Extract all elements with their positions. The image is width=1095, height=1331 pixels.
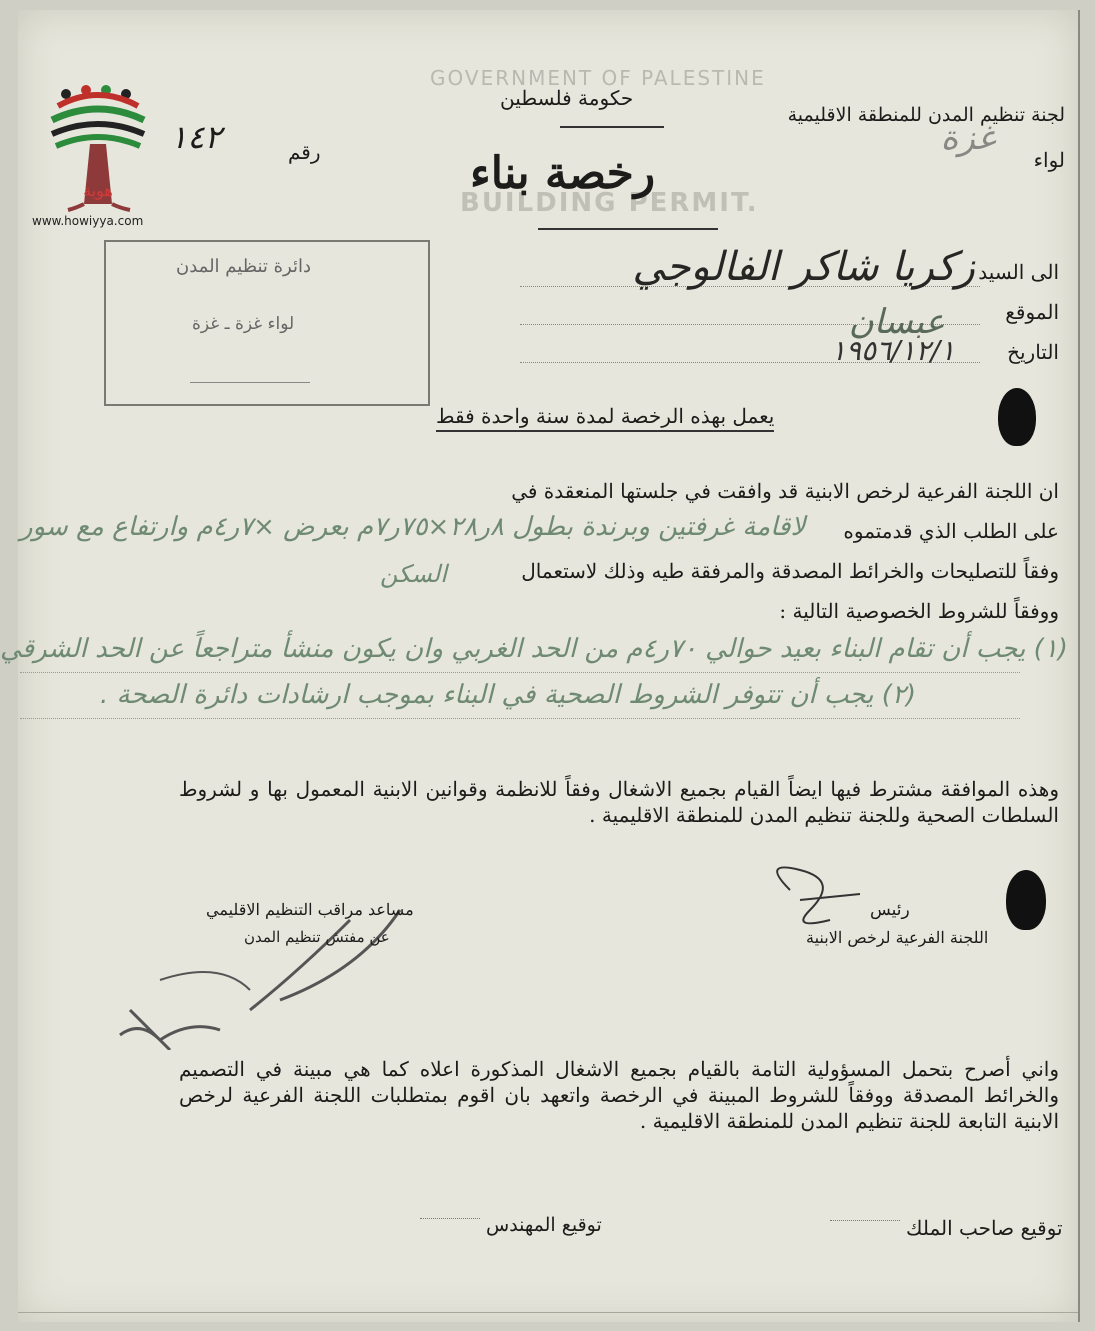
howiyya-tree-logo-icon: [46, 84, 150, 214]
permit-number-value: ١٤٢: [170, 118, 222, 156]
ink-blot-2: [1006, 870, 1046, 930]
conditions-heading: ووفقاً للشروط الخصوصية التالية :: [779, 599, 1059, 623]
date-value: ١٩٥٦/١٢/١: [830, 334, 955, 367]
ghost-english-header: GOVERNMENT OF PALESTINE: [430, 66, 766, 90]
condition-2-line: [20, 718, 1020, 719]
usage-line: وفقاً للتصليحات والخرائط المصدقة والمرفقة طيه وذلك لاستعمال: [521, 559, 1059, 583]
stamp-line-1: دائرة تنظيم المدن: [176, 256, 312, 277]
assistant-signature-label: مساعد مراقب التنظيم الاقليمي: [206, 900, 414, 919]
assistant-sub-label: عن مفتش تنظيم المدن: [244, 928, 390, 946]
engineer-signature-line: [420, 1218, 480, 1219]
committee-name: لجنة تنظيم المدن للمنطقة الاقليمية: [787, 104, 1065, 126]
recipient-value: زكريا شاكر الفالوجي: [632, 244, 975, 290]
government-heading: حكومة فلسطين: [500, 86, 634, 110]
usage-handwritten: السكن: [380, 560, 447, 588]
stamp-divider: [190, 382, 310, 383]
permit-number-label: رقم: [288, 140, 321, 164]
location-label: الموقع: [1005, 300, 1059, 324]
chair-committee-label: اللجنة الفرعية لرخص الابنية: [806, 928, 989, 947]
condition-1-line: [20, 672, 1020, 673]
chair-signature-label: رئيس: [870, 900, 910, 920]
recipient-label: الى السيد: [978, 260, 1059, 284]
request-label: على الطلب الذي قدمتموه: [843, 519, 1059, 543]
validity-note: يعمل بهذه الرخصة لمدة سنة واحدة فقط: [436, 404, 774, 432]
ghost-english-title: BUILDING PERMIT.: [460, 188, 759, 218]
liwa-value: غزة: [940, 118, 995, 158]
title-underline: [538, 228, 718, 230]
svg-text:هوية: هوية: [83, 181, 113, 200]
logo-site-url: www.howiyya.com: [32, 214, 144, 228]
engineer-signature-label: توقيع المهندس: [486, 1214, 602, 1236]
stamp-line-2: لواء غزة ـ غزة: [192, 314, 295, 334]
terms-paragraph: وهذه الموافقة مشترط فيها ايضاً القيام بجميع الاشغال وفقاً للانظمة وقوانين الابنية المعمول بها و لشروط السلطات الصحية وللجنة تنظيم المدن للمنطقة الاقليمية .: [179, 777, 1059, 827]
approval-line: ان اللجنة الفرعية لرخص الابنية قد وافقت في جلستها المنعقدة في: [511, 479, 1059, 503]
condition-1: (١) يجب أن تقام البناء بعيد حوالي ٧٠ر٤م من الحد الغربي وان يكون منشأ متراجعاً عن الحد الشرقي: [0, 634, 1068, 664]
document-title: رخصة بناء: [470, 148, 656, 199]
liwa-label: لواء: [1033, 148, 1065, 172]
location-value: عبسان: [848, 302, 945, 342]
owner-signature-line: [830, 1220, 900, 1221]
request-handwritten: لاقامة غرفتين وبرندة بطول ٨ر٢٨×٧٥ر٧م بعرض ×٧ر٤م وارتفاع مع سور: [20, 512, 806, 542]
government-underline: [560, 126, 664, 128]
declaration-paragraph: واني أصرح بتحمل المسؤولية التامة بالقيام بجميع الاشغال المذكورة اعلاه كما هي مبينة في التصميم والخرائط المصدقة ووفقاً للشروط المبينة في الرخصة واتعهد بان اقوم بمتطلبات اللجنة الفرعية لرخص الابنية التابعة للجنة تنظيم المدن للمنطقة الاقليمية .: [179, 1057, 1060, 1133]
ink-blot: [998, 388, 1036, 446]
owner-signature-label: توقيع صاحب الملك: [906, 1216, 1063, 1240]
condition-2: (٢) يجب أن تتوفر الشروط الصحية في البناء بموجب ارشادات دائرة الصحة .: [100, 680, 916, 710]
date-label: التاريخ: [1007, 340, 1059, 364]
signature-scrawls: [100, 850, 880, 1050]
paper-bottom-edge: [18, 1312, 1078, 1313]
